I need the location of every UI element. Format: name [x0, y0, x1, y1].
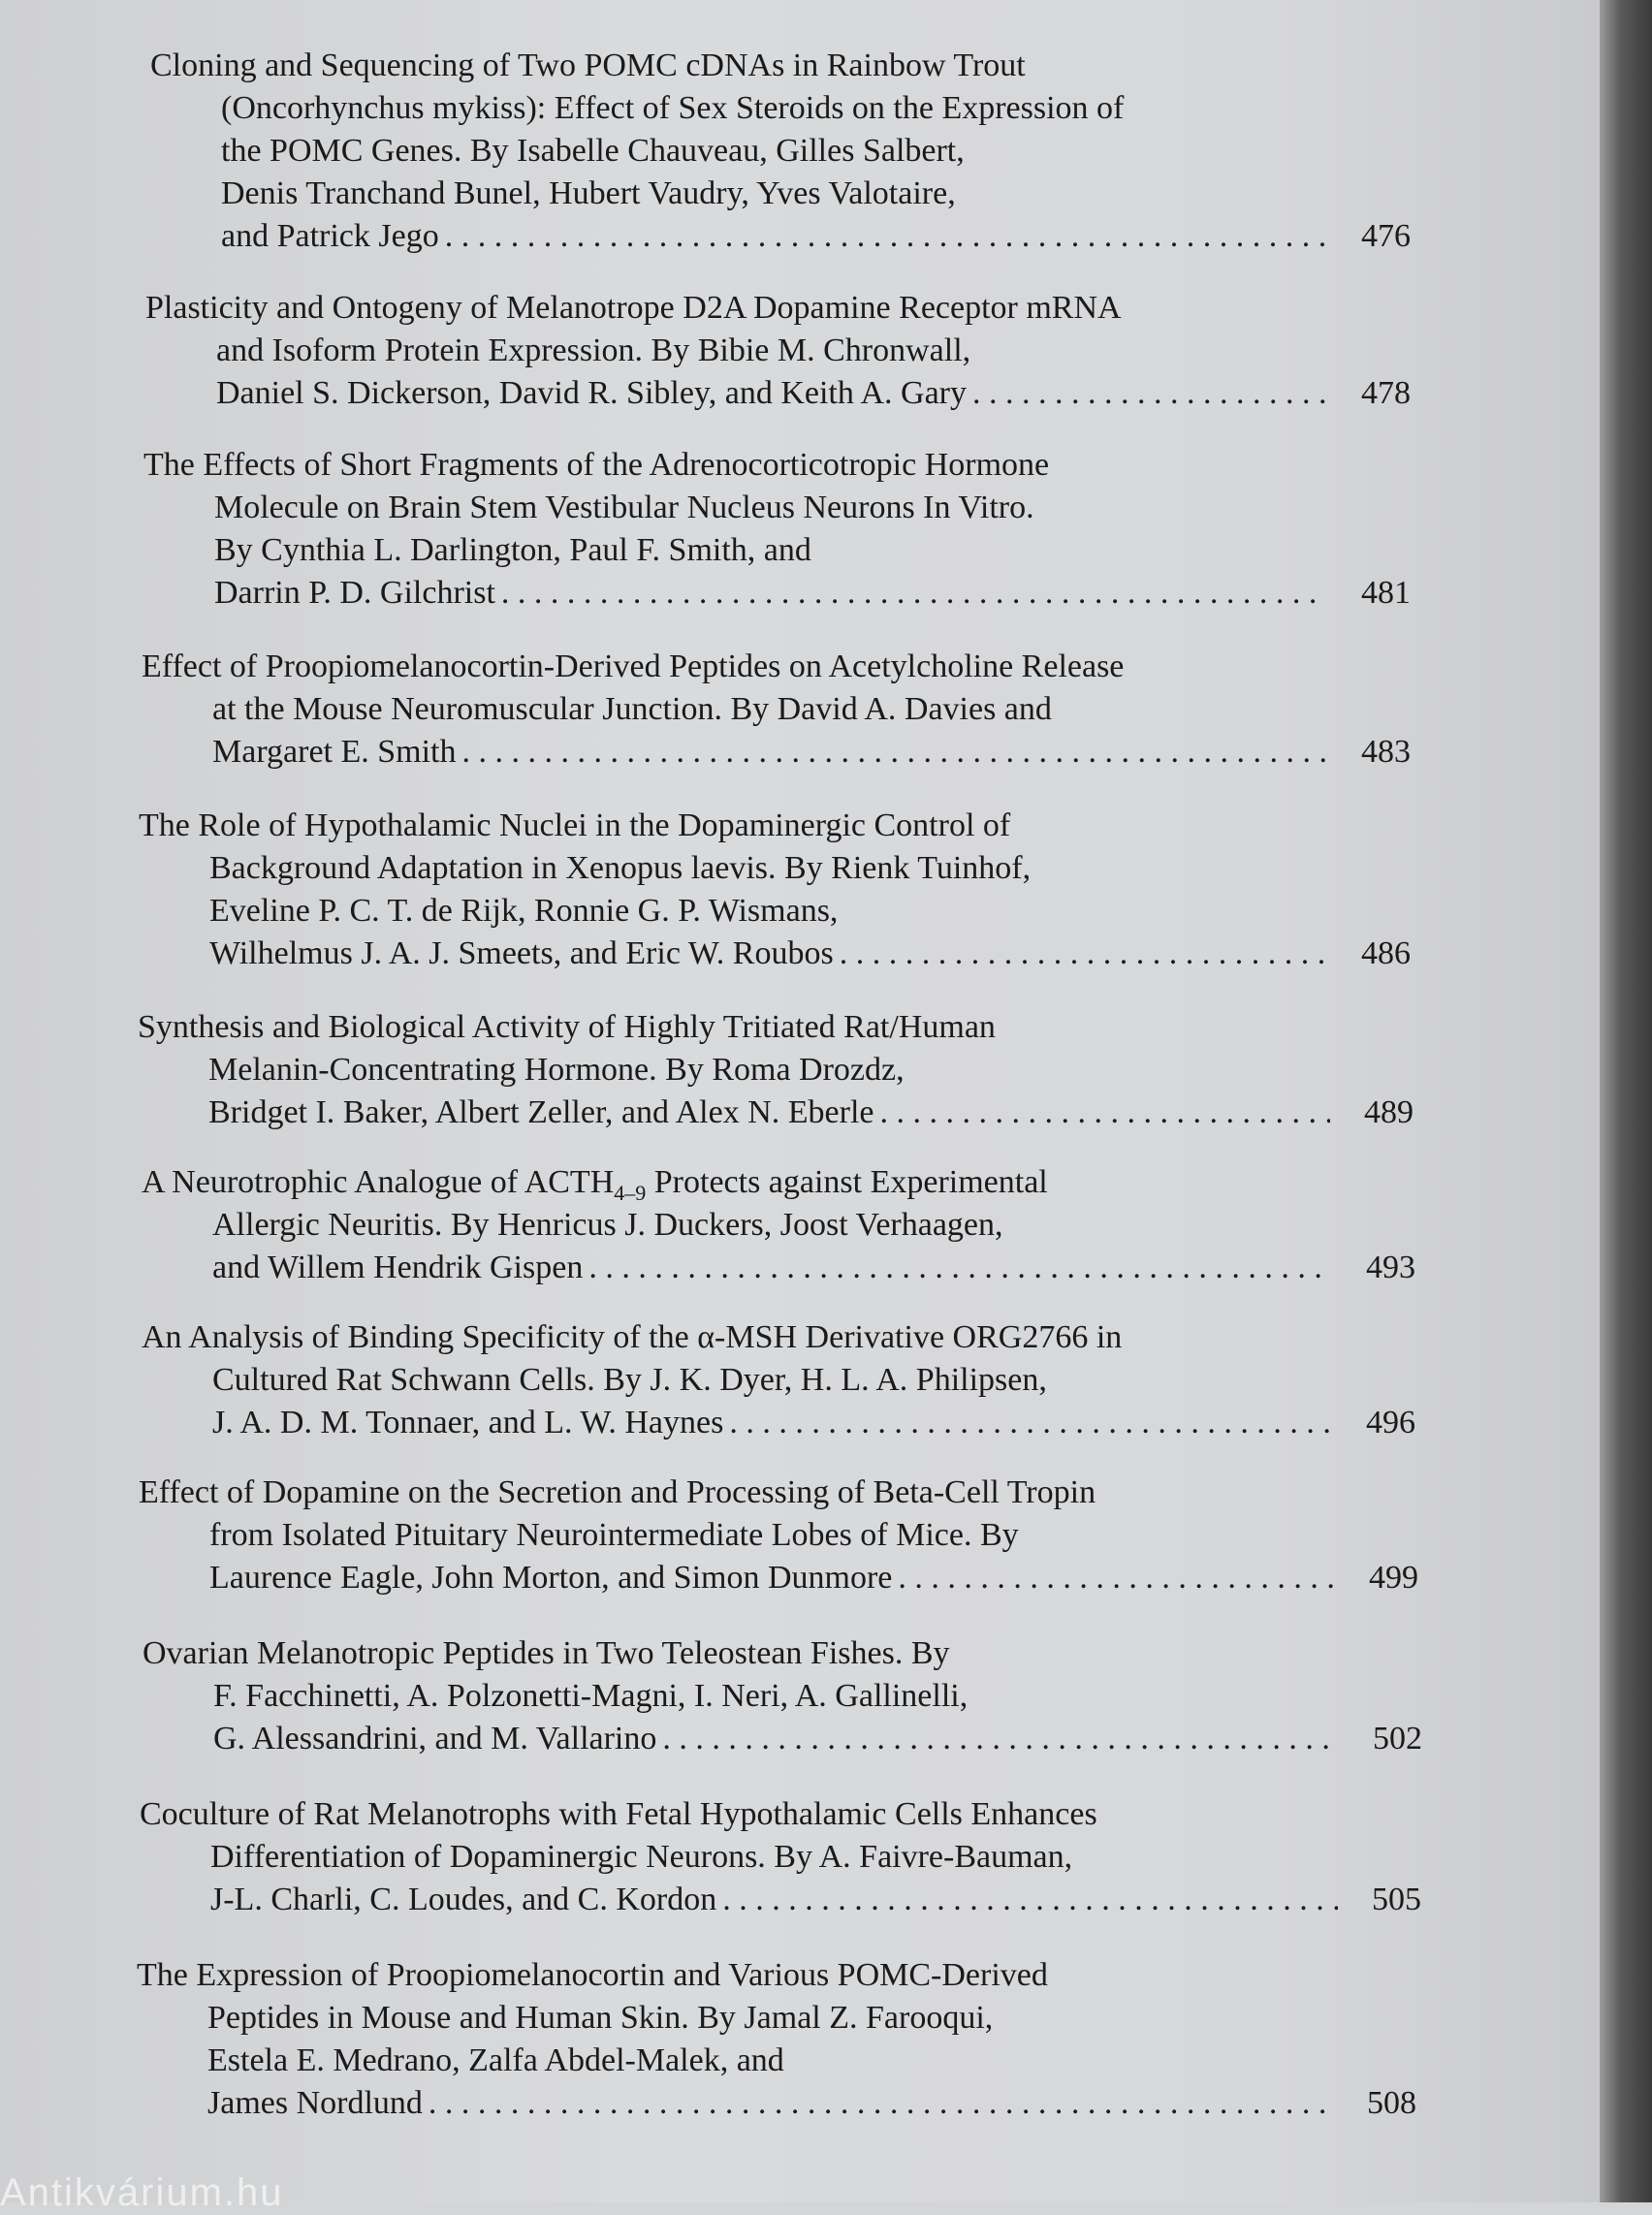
toc-entry — [150, 45, 1411, 258]
dot-leader — [729, 1402, 1332, 1444]
page-number: 483 — [1361, 734, 1411, 770]
toc-line: Background Adaptation in Xenopus laevis. By Rienk Tuinhof, — [209, 850, 1032, 886]
toc-entry — [139, 1471, 1418, 1599]
toc-line: at the Mouse Neuromuscular Junction. By David A. Davies and — [212, 691, 1052, 727]
page-number: 478 — [1361, 375, 1411, 411]
toc-line: Synthesis and Biological Activity of Highly Tritiated Rat/Human — [138, 1009, 996, 1045]
toc-line: A Neurotrophic Analogue of $ACTH_{4-9}$ Protects against Experimental — [142, 1164, 1048, 1204]
toc-line: Estela E. Medrano, Zalfa Abdel-Malek, and — [207, 2042, 784, 2078]
toc-line: the POMC Genes. By Isabelle Chauveau, Gilles Salbert, — [221, 133, 965, 169]
toc-line-text: G. Alessandrini, and M. Vallarino — [213, 1721, 657, 1756]
toc-line-last — [139, 1557, 1418, 1599]
toc-line: Plasticity and Ontogeny of Melanotrope D2A Dopamine Receptor mRNA — [145, 290, 1122, 326]
toc-line: The Expression of Proopiomelanocortin and Various POMC-Derived — [137, 1957, 1048, 1993]
toc-entry — [143, 444, 1411, 615]
book-spine-shadow — [1600, 0, 1652, 2202]
toc-entry — [137, 1954, 1416, 2125]
toc-line: F. Facchinetti, A. Polzonetti-Magni, I. Neri, A. Gallinelli, — [213, 1678, 969, 1714]
toc-line: Cultured Rat Schwann Cells. By J. K. Dyer, H. L. A. Philipsen, — [212, 1362, 1047, 1398]
toc-entry — [138, 1006, 1414, 1134]
toc-line-last — [145, 372, 1411, 415]
toc-line-text: Darrin P. D. Gilchrist — [214, 575, 495, 611]
toc-line-last — [150, 215, 1411, 258]
toc-line: Effect of Proopiomelanocortin-Derived Peptides on Acetylcholine Release — [142, 649, 1125, 684]
toc-line-last — [142, 1247, 1415, 1289]
toc-line: The Effects of Short Fragments of the Adrenocorticotropic Hormone — [143, 447, 1050, 483]
toc-line: The Role of Hypothalamic Nuclei in the Dopaminergic Control of — [139, 807, 1011, 843]
toc-entry — [142, 646, 1411, 774]
dot-leader — [880, 1092, 1331, 1134]
toc-line-last — [138, 1092, 1414, 1134]
toc-line-text: Margaret E. Smith — [212, 734, 457, 770]
toc-line-last — [137, 2082, 1416, 2125]
toc-entry — [145, 287, 1411, 415]
toc-line-text: Laurence Eagle, John Morton, and Simon Dunmore — [209, 1560, 893, 1596]
dot-leader — [429, 2082, 1333, 2125]
page-number: 499 — [1369, 1560, 1418, 1596]
toc-line: Ovarian Melanotropic Peptides in Two Teleostean Fishes. By — [143, 1635, 950, 1671]
toc-line: Allergic Neuritis. By Henricus J. Duckers, Joost Verhaagen, — [212, 1207, 1003, 1243]
toc-line: (Oncorhynchus mykiss): Effect of Sex Steroids on the Expression of — [221, 90, 1125, 126]
page-number: 486 — [1361, 935, 1411, 971]
toc-line-text: and Willem Hendrik Gispen — [212, 1250, 584, 1285]
dot-leader — [445, 215, 1327, 258]
toc-line: Eveline P. C. T. de Rijk, Ronnie G. P. Wismans, — [209, 893, 839, 929]
toc-line: Coculture of Rat Melanotrophs with Fetal Hypothalamic Cells Enhances — [140, 1796, 1097, 1832]
page-number: 481 — [1361, 575, 1411, 611]
page-number: 508 — [1367, 2085, 1416, 2121]
page-number: 493 — [1366, 1250, 1415, 1285]
toc-line: from Isolated Pituitary Neurointermediate Lobes of Mice. By — [209, 1517, 1019, 1553]
toc-line-text: James Nordlund — [207, 2085, 423, 2121]
toc-entry — [139, 805, 1411, 975]
dot-leader — [462, 731, 1328, 774]
toc-line-last — [140, 1879, 1421, 1921]
watermark: Antikvárium.hu — [0, 2171, 284, 2214]
dot-leader — [840, 933, 1327, 975]
toc-line-last — [142, 1402, 1415, 1444]
page-number: 489 — [1364, 1094, 1414, 1130]
toc-entry — [143, 1632, 1422, 1760]
dot-leader — [898, 1557, 1335, 1599]
toc-line: Molecule on Brain Stem Vestibular Nucleus Neurons In Vitro. — [214, 490, 1034, 525]
toc-line-text: Daniel S. Dickerson, David R. Sibley, and Keith A. Gary — [216, 375, 967, 411]
toc-line: Differentiation of Dopaminergic Neurons. By A. Faivre-Bauman, — [210, 1839, 1073, 1875]
toc-line-last — [139, 933, 1411, 975]
toc-line: An Analysis of Binding Specificity of the α-MSH Derivative ORG2766 in — [142, 1319, 1123, 1355]
dot-leader — [722, 1879, 1338, 1921]
toc-line: Peptides in Mouse and Human Skin. By Jamal Z. Farooqui, — [207, 2000, 994, 2036]
toc-line: Effect of Dopamine on the Secretion and Processing of Beta-Cell Tropin — [139, 1474, 1096, 1510]
toc-line: Cloning and Sequencing of Two POMC cDNAs in Rainbow Trout — [150, 47, 1026, 83]
toc-line: By Cynthia L. Darlington, Paul F. Smith, and — [214, 532, 811, 568]
dot-leader — [588, 1247, 1332, 1289]
toc-line-text: Wilhelmus J. A. J. Smeets, and Eric W. Roubos — [209, 935, 834, 971]
dot-leader — [972, 372, 1327, 415]
toc-line-text: and Patrick Jego — [221, 218, 439, 254]
toc-line: Denis Tranchand Bunel, Hubert Vaudry, Yves Valotaire, — [221, 175, 956, 211]
toc-line: and Isoform Protein Expression. By Bibie M. Chronwall, — [216, 332, 971, 368]
toc-line-text: J. A. D. M. Tonnaer, and L. W. Haynes — [212, 1405, 724, 1440]
toc-line-text: Bridget I. Baker, Albert Zeller, and Alex N. Eberle — [208, 1094, 874, 1130]
toc-line-text: J-L. Charli, C. Loudes, and C. Kordon — [210, 1882, 717, 1917]
toc-line-last — [143, 1718, 1422, 1760]
page-number: 505 — [1372, 1882, 1421, 1917]
toc-line-last — [142, 731, 1411, 774]
toc-line-last — [143, 572, 1411, 615]
toc-line: Melanin-Concentrating Hormone. By Roma Drozdz, — [208, 1052, 905, 1088]
page-number: 476 — [1361, 218, 1411, 254]
dot-leader — [501, 572, 1327, 615]
page-number: 502 — [1373, 1721, 1422, 1756]
toc-entry — [142, 1316, 1415, 1444]
dot-leader — [662, 1718, 1339, 1760]
toc-entry — [142, 1161, 1415, 1289]
page-number: 496 — [1366, 1405, 1415, 1440]
toc-entry — [140, 1793, 1421, 1921]
